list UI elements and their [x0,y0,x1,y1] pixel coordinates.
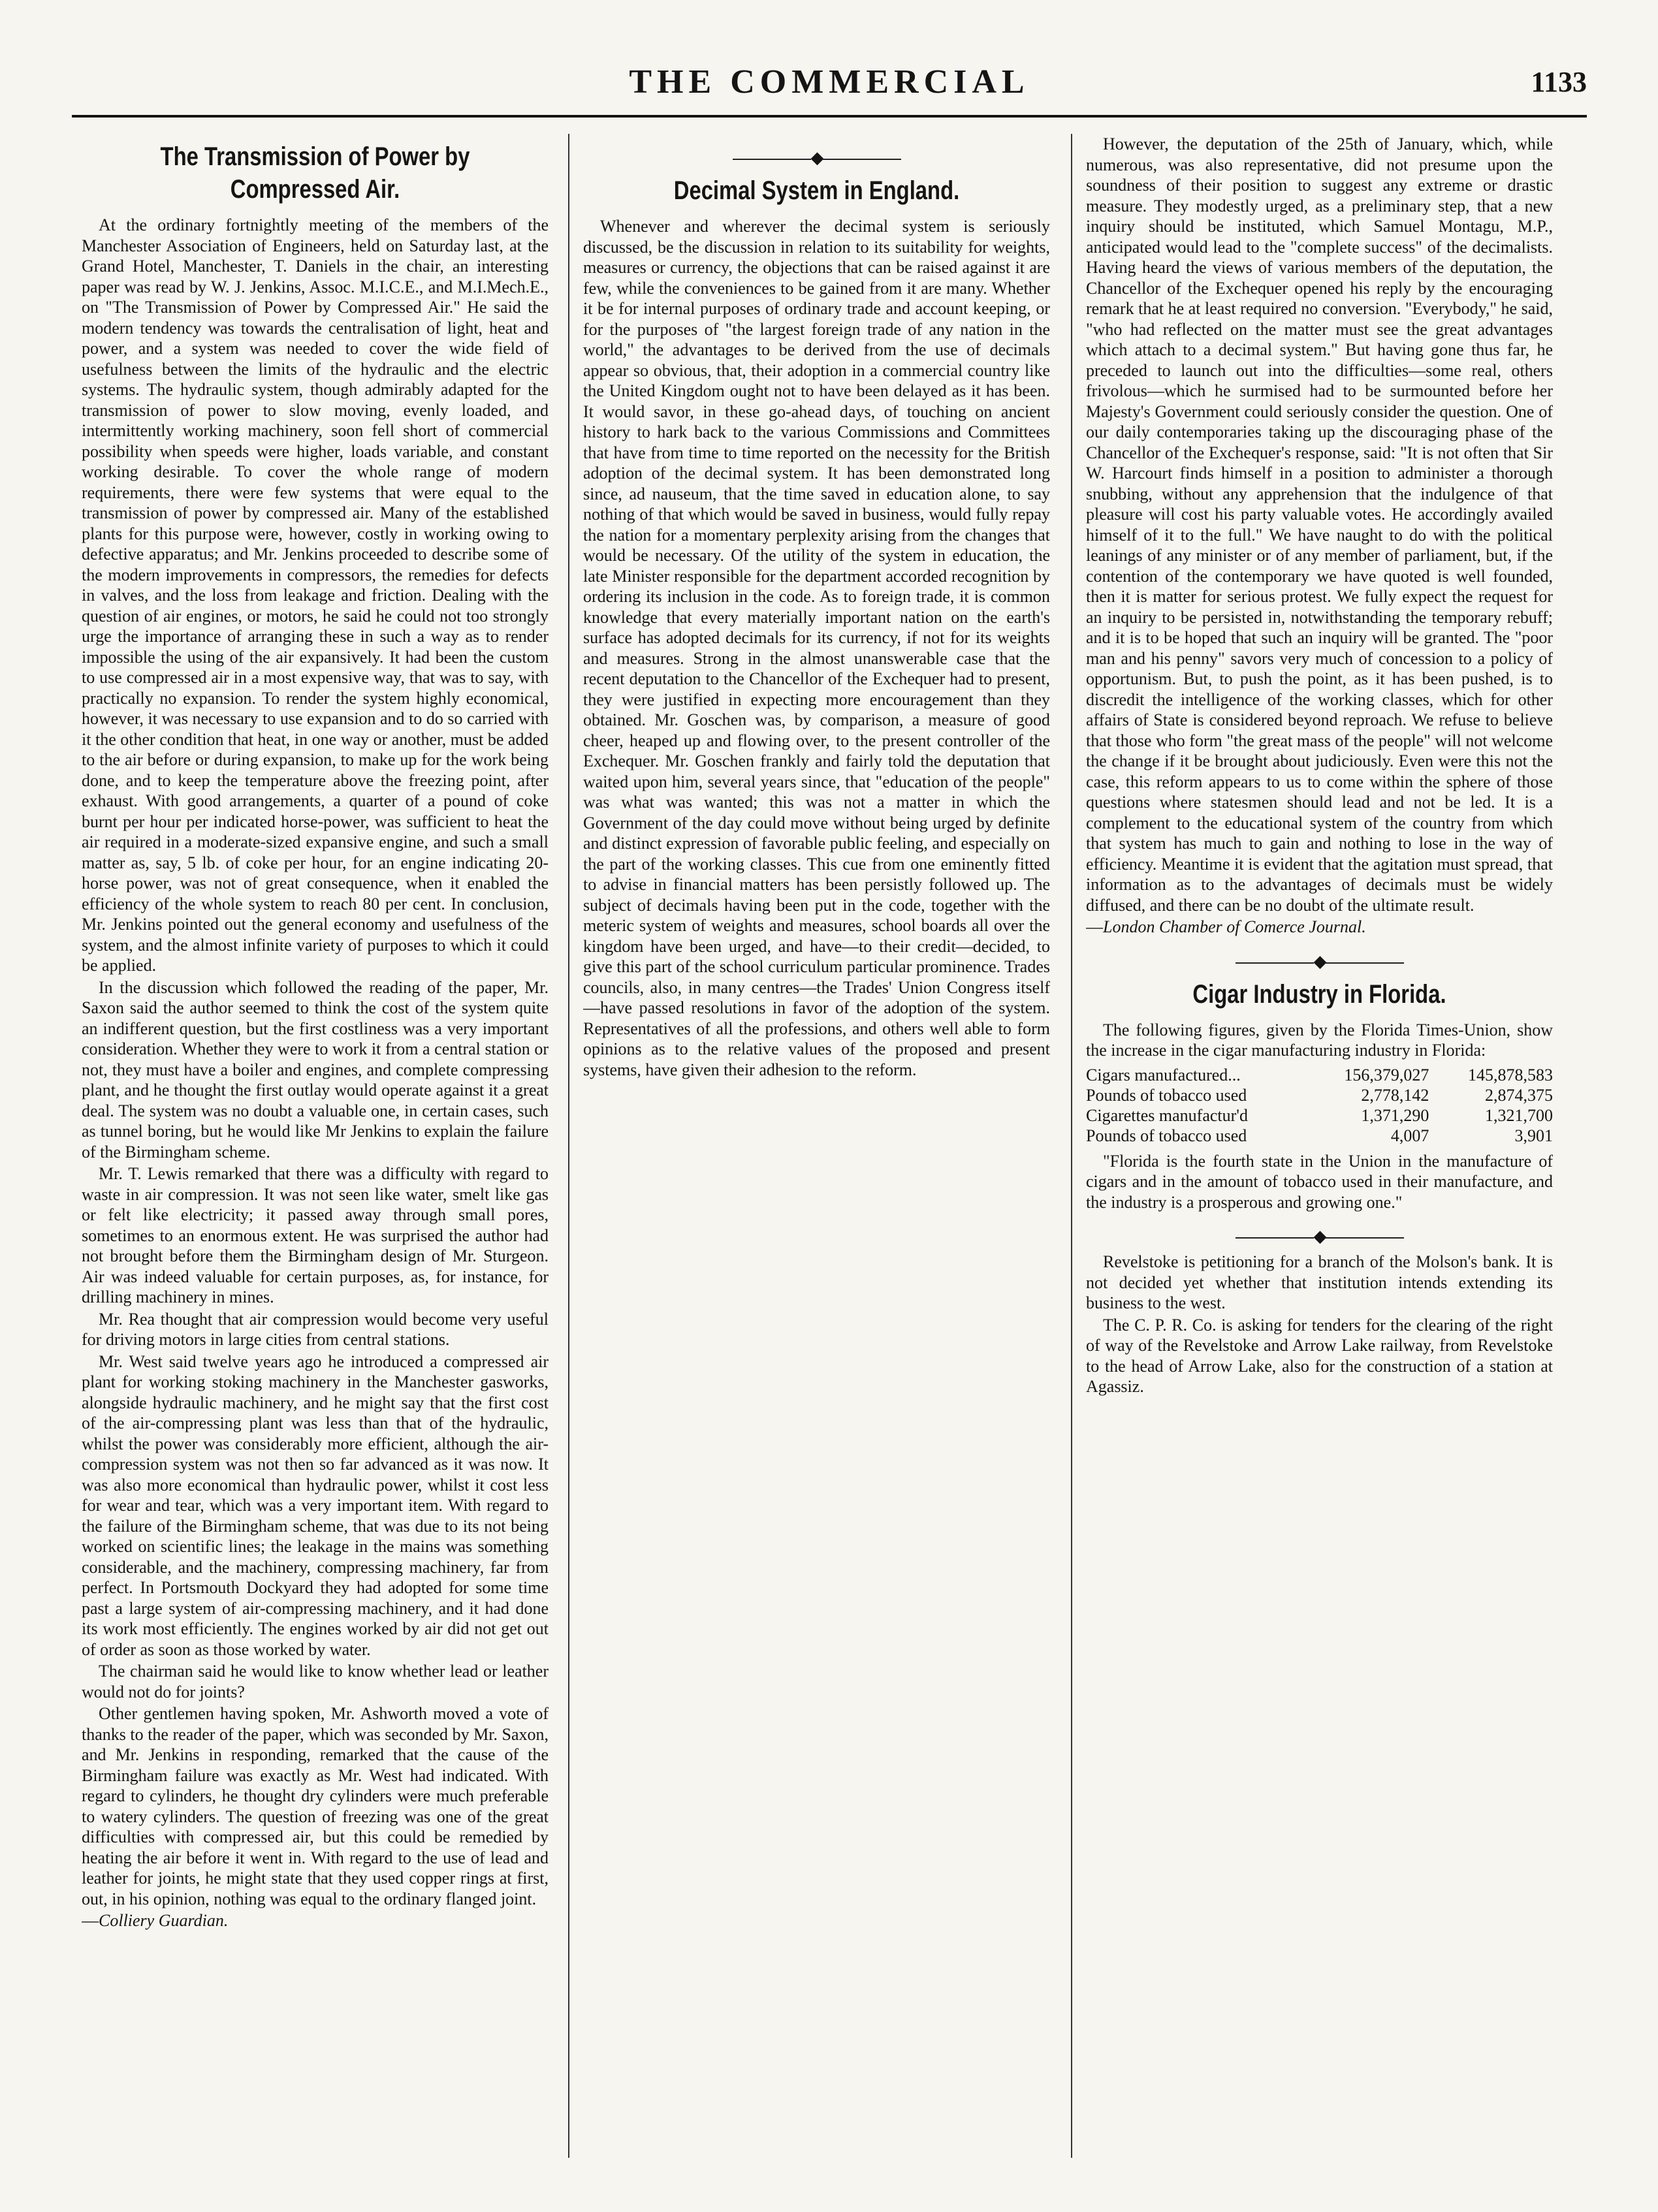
cigar-stats-table [1086,1065,1553,1146]
table-cell: Cigarettes manufactur'd [1086,1105,1248,1125]
section-separator [583,148,1050,168]
table-cell: Pounds of tobacco used [1086,1085,1247,1105]
source-attribution: London Chamber of Comerce Journal. [1103,917,1366,936]
table-cell: 145,878,583 [1468,1065,1553,1084]
masthead-title: THE COMMERCIAL [629,63,1030,101]
table-cell: 4,007 [1390,1126,1429,1145]
table-cell: 156,379,027 [1344,1065,1429,1084]
masthead-rule [72,115,1587,118]
source-line: —Colliery Guardian. [82,1911,229,1930]
table-cell: 3,901 [1514,1126,1553,1145]
paragraph: In the discussion which followed the reading of the paper, Mr. Saxon said the author seemed to think the cost of the system quite an indifferent question, but the first costliness was a very important consideration. Whether they were to work it from a central station or not, they must have a boiler and engines, and complete compressing plant, and he thought the first outlay would operate against it a great deal. The system was no doubt a valuable one, in certain cases, such as tunnel boring, but he would like Mr Jenkins to explain the failure of the Birmingham scheme. [82,977,549,1161]
table-row [1086,1065,1553,1085]
table-cell: 1,321,700 [1485,1105,1553,1125]
news-note: Revelstoke is petitioning for a branch of the Molson's bank. It is not decided yet whether that institution intends extending its business to the west. [1086,1252,1553,1312]
section-separator [1086,1227,1553,1246]
table-cell: Pounds of tobacco used [1086,1126,1247,1145]
table-row [1086,1085,1553,1105]
table-cell: Cigars manufactured... [1086,1065,1241,1084]
section-separator [1086,952,1553,972]
table-cell: 2,778,142 [1361,1085,1429,1105]
paragraph: Whenever and wherever the decimal system is seriously discussed, be the discussion in relation to its suitability for weights, measures or currency, the objections that can be raised against it are few, while the conveniences to be gained from it are many. Whether it be for internal purposes of ordinary trade and account keeping, or for the purposes of "the largest foreign trade of any nation in the world," the advantages to be derived from the use of decimals appear so obvious, that, their adoption in a commercial country like the United Kingdom ought not to have been delayed as it has been. It would savor, in these go-ahead days, of touching on ancient history to hark back to the various Commissions and Committees that have from time to time reported on the necessity for the British adoption of the decimal system. It has been demonstrated long since, ad nauseum, that the time saved in education alone, to say nothing of that which would be saved in business, would fully repay the nation for a momentary perplexity arising from the changes that would be necessary. Of the utility of the system in education, the late Minister responsible for the department accorded recognition by ordering its inclusion in the code. As to foreign trade, it is common knowledge that every materially important nation on the earth's surface has adopted decimals for its currency, if not for its weights and measures. Strong in the almost unanswerable case that the recent deputation to the Chancellor of the Exchequer had to present, they were justified in expecting more encouragement than they obtained. Mr. Goschen was, by comparison, a measure of good cheer, heaped up and flowing over, to the present controller of the Exchequer. Mr. Goschen frankly and fairly told the deputation that waited upon him, several years since, that "education of the people" was what was wanted; this was not a matter in which the Government of the day could move without being urged by definite and distinct expression of favorable public feeling, and especially on the part of the working classes. This cue from one eminently fitted to advise in financial matters has been persistly followed up. The subject of decimals having been put in the code, together with the meteric system of weights and measures, school boards all over the kingdom have been urged, and have—to their credit—decided, to give this part of the school curriculum particular prominence. Trades councils, also, in many centres—the Trades' Union Congress itself—have passed resolutions in favor of the adoption of the system. Representatives of all the professions, and others well able to form opinions as to the relative values of the proposed and present systems, have given their adhesion to the reform. [583,217,1050,1079]
column-1 [82,134,549,2164]
article-heading-cigar: Cigar Industry in Florida. [1192,979,1446,1009]
table-cell: 1,371,290 [1361,1105,1429,1125]
article-heading-decimal: Decimal System in England. [673,176,960,205]
separator-ornament: ◆ [1313,1227,1326,1246]
column-2 [583,134,1050,2164]
source-line: —London Chamber of Comerce Journal. [1086,917,1366,936]
paragraph: Other gentlemen having spoken, Mr. Ashworth moved a vote of thanks to the reader of the paper, which was seconded by Mr. Saxon, and Mr. Jenkins in responding, remarked that the cause of the Birmingham failure was exactly as Mr. West had indicated. With regard to cylinders, he thought dry cylinders were much preferable to watery cylinders. The question of freezing was one of the great difficulties with compressed air, but this could be remedied by heating the air before it went in. With regard to the use of lead and leather for joints, he might state that they used copper rings at first, out, in his opinion, nothing was equal to the ordinary flanged joint. [82,1704,549,1908]
article-heading-compressed-air: The Transmission of Power by Compressed Air. [160,142,470,204]
paragraph: The chairman said he would like to know whether lead or leather would not do for joints? [82,1662,549,1701]
column-divider [568,134,569,2158]
paragraph: Mr. West said twelve years ago he introduced a compressed air plant for working stoking machinery in the Manchester gasworks, alongside hydraulic machinery, and he might say that the first cost of the air-compressing plant was less than that of the hydraulic, whilst the power was considerably more efficient, although the air-compression system was not then so far advanced as it was now. It was also more economical than hydraulic power, whilst it cost less for wear and tear, which was a very important item. With regard to the failure of the Birmingham scheme, that was due to its not being worked on scientific lines; the leakage in the mains was something considerable, and the machinery, compressing machinery, far from perfect. In Portsmouth Dockyard they had adopted for some time past a large system of air-compressing machinery, and it had done its work most efficiently. The engines worked by air did not get out of order as soon as those worked by water. [82,1351,549,1659]
masthead [72,59,1587,118]
news-note: The C. P. R. Co. is asking for tenders for the clearing of the right of way of the Revelstoke and Arrow Lake railway, from Revelstoke to the head of Arrow Lake, also for the construction of a station at Agassiz. [1086,1315,1553,1396]
page-number: 1133 [1531,66,1587,98]
paragraph: Mr. Rea thought that air compression would become very useful for driving motors in large cities from central stations. [82,1309,549,1349]
separator-ornament: ◆ [810,148,823,167]
paragraph: "Florida is the fourth state in the Union in the manufacture of cigars and in the amount of tobacco used in their manufacture, and the industry is a prosperous and growing one." [1086,1151,1553,1212]
paragraph: However, the deputation of the 25th of January, which, while numerous, was also representative, did not presume upon the soundness of their position to suggest any extreme or drastic measure. They modestly urged, as a preliminary step, that a new inquiry should be instituted, which Samuel Montagu, M.P., anticipated would lead to the "complete success" of the decimalists. Having heard the views of various members of the deputation, the Chancellor of the Exchequer opened his reply by the encouraging remark that he at least required no conversion. "Everybody," he said, "who had reflected on the matter must see the great advantages which attach to a decimal system." But having gone thus far, he preceded to launch out into the difficulties—some real, others frivolous—which he surmised had to be surmounted before her Majesty's Government could seriously consider the question. One of our daily contemporaries taking up the discouraging phase of the Chancellor of the Exchequer's response, said: "It is not often that Sir W. Harcourt finds himself in a position to administer a thorough snubbing, without any apprehension that the indulgence of that pleasure will cost his party valuable votes. He accordingly availed himself of it to the full." We have naught to do with the political leanings of any minister or of any member of parliament, but, if the contention of the contemporary we have quoted is well founded, then it is matter for serious protest. We fully expect the request for an inquiry to be persisted in, notwithstanding the temporary rebuff; and it is to be hoped that such an inquiry will be granted. The "poor man and his penny" savors very much of concession to a policy of opportunism. But, to push the point, as it has been pushed, is to discredit the intelligence of the working classes, which for other affairs of State is considered beyond reproach. We refuse to believe that those who form "the great mass of the people" will not welcome the change if it be brought about judiciously. Even were this not the case, this reform appears to us to come within the sphere of those questions where statesmen should lead and not be led. It is a complement to the educational system of the country from which that system has much to gain and nothing to lose in the way of efficiency. Meantime it is evident that the agitation must spread, that information as to the advantages of decimals must be widely diffused, and there can be no doubt of the ultimate result. [1086,134,1553,915]
paragraph: At the ordinary fortnightly meeting of the members of the Manchester Association of Engineers, held on Saturday last, at the Grand Hotel, Manchester, T. Daniels in the chair, an interesting paper was read by W. J. Jenkins, Assoc. M.I.C.E., and M.I.Mech.E., on "The Transmission of Power by Compressed Air." He said the modern tendency was towards the centralisation of light, heat and power, and a system was needed to cover the wide field of usefulness between the limits of the hydraulic and the electric systems. The hydraulic system, though admirably adapted for the transmission of power to slow moving, evenly loaded, and intermittently working machinery, soon fell short of commercial possibility when speeds were higher, loads variable, and constant working desirable. To cover the whole range of modern requirements, there were few systems that were equal to the transmission of power by compressed air. Many of the established plants for this purpose were, however, costly in working owing to defective apparatus; and Mr. Jenkins proceeded to describe some of the modern improvements in compressors, the remedies for defects in valves, and the loss from leakage and friction. Dealing with the question of air engines, or motors, he said he could not too strongly urge the importance of arranging these in such a way as to render impossible the using of the air expansively. It had been the custom to use compressed air in a most expensive way, that was to say, with practically no expansion. To render the system highly economical, however, it was necessary to use expansion and to do so carried with it the other condition that heat, in one way or another, must be added to the air before or during expansion, to make up for the work being done, and to keep the temperature above the freezing point, after exhaust. With good arrangements, a quarter of a pound of coke burnt per hour per indicated horse-power, was sufficient to heat the air required in a moderate-sized expansive engine, and such a small matter as, say, 5 lb. of coke per hour, for an engine indicating 20-horse power, was not of great consequence, when it enabled the efficiency of the whole system to reach 80 per cent. In conclusion, Mr. Jenkins pointed out the general economy and usefulness of the system, and the almost infinite variety of purposes to which it could be applied. [82,215,549,975]
source-attribution: Colliery Guardian. [99,1911,229,1930]
separator-ornament: ◆ [1313,951,1326,971]
paragraph: The following figures, given by the Florida Times-Union, show the increase in the cigar manufacturing industry in Florida: [1086,1020,1553,1060]
table-row [1086,1126,1553,1146]
table-cell: 2,874,375 [1485,1085,1553,1105]
column-3 [1086,134,1553,2164]
column-divider [1071,134,1072,2158]
paragraph: Mr. T. Lewis remarked that there was a difficulty with regard to waste in air compression. It was not seen like water, smelt like gas or felt like electricity; it passed away through small pores, sometimes to an enormous extent. He was surprised the author had not brought before them the Birmingham design of Mr. Sturgeon. Air was indeed valuable for certain purposes, as, for instance, for drilling machinery in mines. [82,1164,549,1306]
table-row [1086,1105,1553,1126]
